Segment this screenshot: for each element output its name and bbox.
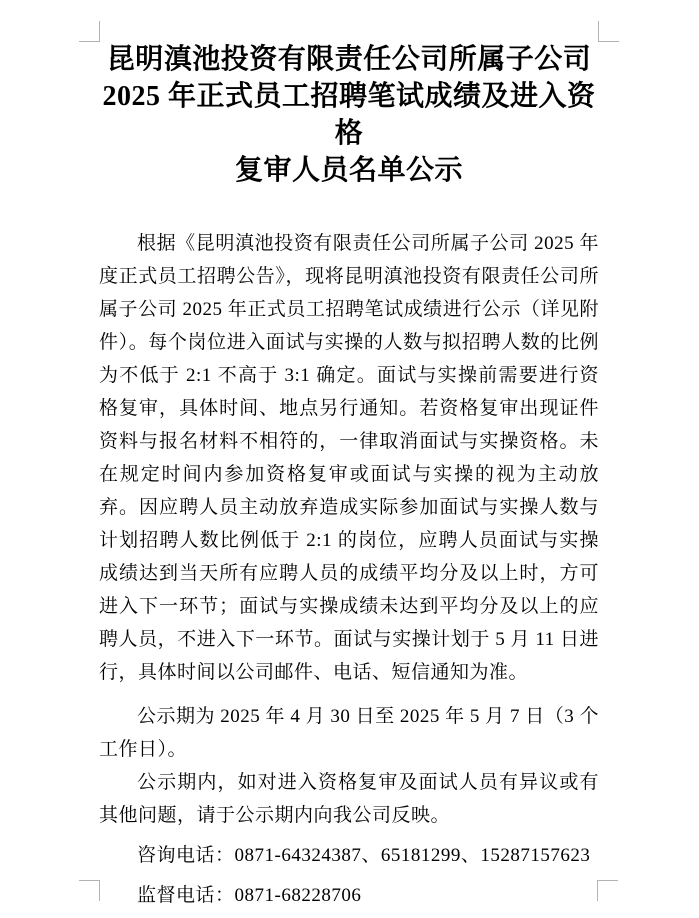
supervise-phone-line: 监督电话：0871-68228706 [137,885,362,906]
paragraph-objection-notice: 公示期内，如对进入资格复审及面试人员有异议或有其他问题，请于公示期内向我公司反映。 [99,772,599,826]
document-body [99,227,599,912]
title-line-1: 昆明滇池投资有限责任公司所属子公司 [106,44,592,75]
text-boundary-mark-top-right-icon [598,21,619,42]
text-boundary-mark-top-left-icon [79,21,100,42]
consult-phone-line: 咨询电话：0871-64324387、65181299、15287157623 [137,845,591,866]
document-content [99,41,599,912]
text-boundary-mark-bottom-left-icon [79,880,100,901]
title-line-2: 2025 年正式员工招聘笔试成绩及进入资格 [102,81,596,149]
document-title [99,41,599,189]
paragraph-recruitment-notice: 根据《昆明滇池投资有限责任公司所属子公司 2025 年度正式员工招聘公告》，现将昆明滇池投资有限责任公司所属子公司 2025 年正式员工招聘笔试成绩进行公示（详见附件）。每个岗位进入面试与实操的人数与拟招聘人数的比例为不低于 2:1 不高于 3:1 确定。面试与实操前需要进行资格复审，具体时间、地点另行通知。若资格复审出现证件资料与报名材料不相符的，一律取消面试与实操资格。未在规定时间内参加资格复审或面试与实操的视为主动放弃。因应聘人员主动放弃造成实际参加面试与实操人数与计划招聘人数比例低于 2:1 的岗位，应聘人员面试与实操成绩达到当天所有应聘人员的成绩平均分及以上时，方可进入下一环节；面试与实操成绩未达到平均分及以上的应聘人员，不进入下一环节。面试与实操计划于 5 月 11 日进行，具体时间以公司邮件、电话、短信通知为准。 [99,233,599,683]
text-boundary-mark-bottom-right-icon [597,880,618,901]
title-line-3: 复审人员名单公示 [234,155,463,186]
paragraph-publicity-period: 公示期为 2025 年 4 月 30 日至 2025 年 5 月 7 日（3 个工作日）。 [99,706,599,760]
